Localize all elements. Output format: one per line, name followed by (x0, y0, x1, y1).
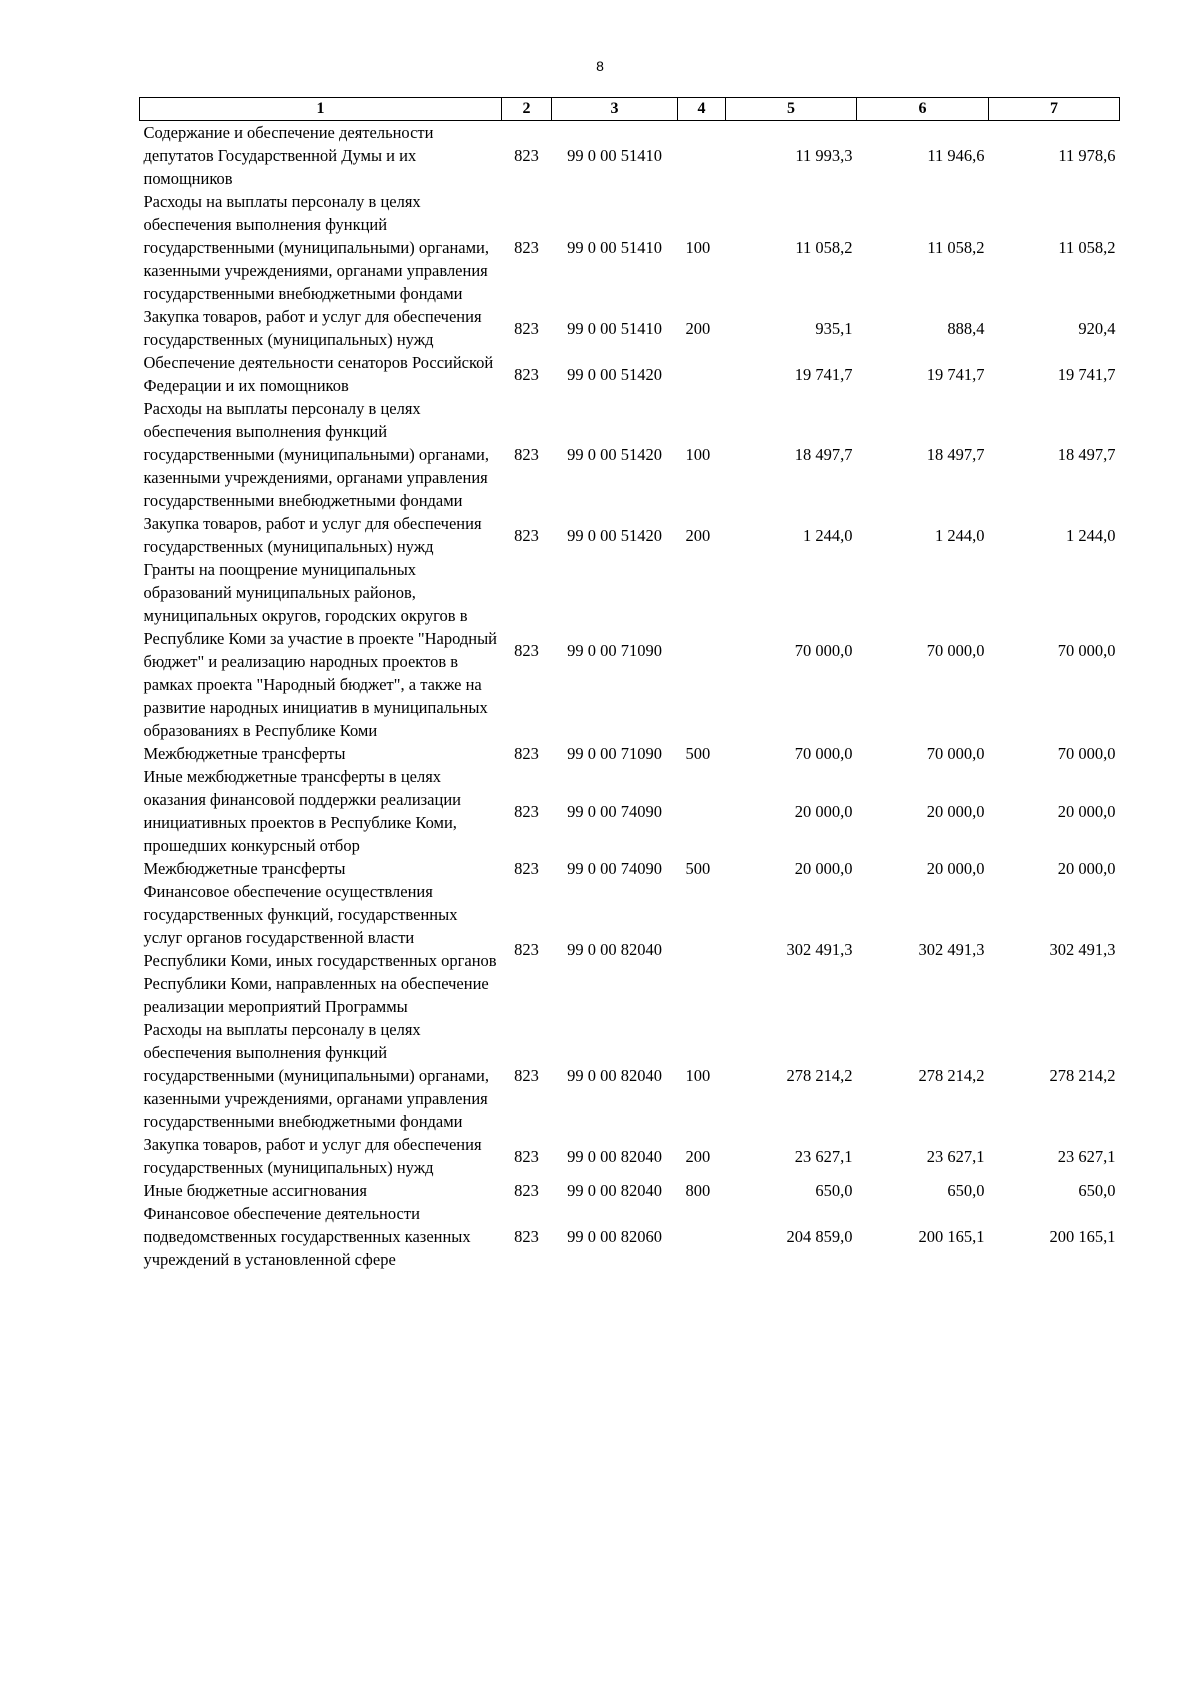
row-expense-type (678, 1202, 726, 1271)
row-value-year-1: 11 058,2 (795, 238, 853, 257)
row-target-code: 99 0 00 82040 (567, 1066, 662, 1085)
header-col-2: 2 (502, 98, 552, 121)
row-value-year-2: 20 000,0 (926, 801, 985, 821)
row-expense-type: 100 (685, 1066, 711, 1085)
row-target-code: 99 0 00 51410 (567, 146, 662, 165)
row-value-year-2: 23 627,1 (926, 1146, 985, 1166)
table-row (140, 880, 1120, 1018)
row-expense-type: 800 (685, 1181, 711, 1200)
row-value-year-3: 70 000,0 (1057, 640, 1116, 660)
row-target-code: 99 0 00 51410 (567, 318, 662, 338)
row-value-year-2: 200 165,1 (918, 1227, 985, 1246)
row-value-year-3: 650,0 (1078, 1181, 1116, 1200)
row-target-code: 99 0 00 74090 (567, 859, 662, 878)
row-target-code: 99 0 00 51410 (567, 238, 662, 257)
row-value-year-2: 1 244,0 (935, 525, 985, 545)
row-ministry-code: 823 (514, 744, 539, 763)
row-name: Содержание и обеспечение деятельности депутатов Государственной Думы и их помощников (143, 123, 434, 188)
row-name: Иные бюджетные ассигнования (143, 1181, 367, 1200)
row-value-year-2: 650,0 (947, 1181, 985, 1200)
row-expense-type: 200 (685, 318, 711, 338)
table-row (140, 765, 1120, 857)
row-value-year-2: 20 000,0 (926, 859, 985, 878)
row-name: Межбюджетные трансферты (143, 859, 346, 878)
row-value-year-2: 18 497,7 (926, 445, 985, 464)
row-ministry-code: 823 (514, 364, 539, 384)
row-ministry-code: 823 (514, 1066, 539, 1085)
row-name: Межбюджетные трансферты (143, 744, 346, 763)
row-ministry-code: 823 (514, 146, 539, 165)
row-value-year-2: 19 741,7 (926, 364, 985, 384)
row-name: Закупка товаров, работ и услуг для обеспечения государственных (муниципальных) нужд (143, 1135, 482, 1177)
row-value-year-3: 70 000,0 (1057, 744, 1116, 763)
row-value-year-3: 23 627,1 (1057, 1146, 1116, 1166)
row-ministry-code: 823 (514, 859, 539, 878)
header-col-7: 7 (989, 98, 1120, 121)
row-value-year-2: 70 000,0 (926, 640, 985, 660)
row-value-year-3: 11 978,6 (1058, 146, 1116, 165)
table-row (140, 351, 1120, 397)
table-row (140, 1179, 1120, 1202)
row-name: Обеспечение деятельности сенаторов Российской Федерации и их помощников (143, 353, 494, 395)
row-value-year-1: 278 214,2 (786, 1066, 853, 1085)
row-ministry-code: 823 (514, 445, 539, 464)
row-expense-type (678, 880, 726, 1018)
row-value-year-3: 11 058,2 (1058, 238, 1116, 257)
row-value-year-3: 302 491,3 (1049, 939, 1116, 959)
row-expense-type: 200 (685, 1146, 711, 1166)
row-value-year-1: 18 497,7 (794, 445, 853, 464)
row-target-code: 99 0 00 82040 (567, 1181, 662, 1200)
row-target-code: 99 0 00 71090 (567, 640, 662, 660)
row-name: Закупка товаров, работ и услуг для обеспечения государственных (муниципальных) нужд (143, 307, 482, 349)
page-number: 8 (596, 58, 604, 74)
table-row (140, 1202, 1120, 1271)
table-row (140, 1133, 1120, 1179)
row-value-year-3: 200 165,1 (1049, 1227, 1116, 1246)
row-ministry-code: 823 (514, 318, 539, 338)
row-name: Финансовое обеспечение осуществления государственных функций, государственных услуг органов государственной власти Республики Коми, иных государственных органов Республики Коми, направленных на обеспечение реализации мероприятий Программы (143, 882, 497, 1016)
row-target-code: 99 0 00 71090 (567, 744, 662, 763)
header-col-6: 6 (857, 98, 989, 121)
row-value-year-2: 888,4 (947, 318, 985, 338)
table-body (140, 121, 1120, 1272)
header-col-1: 1 (140, 98, 502, 121)
row-ministry-code: 823 (514, 1146, 539, 1166)
row-ministry-code: 823 (514, 640, 539, 660)
row-value-year-1: 23 627,1 (794, 1146, 853, 1166)
row-target-code: 99 0 00 51420 (567, 525, 662, 545)
row-value-year-1: 204 859,0 (786, 1227, 853, 1246)
row-target-code: 99 0 00 74090 (567, 801, 662, 821)
row-ministry-code: 823 (514, 939, 539, 959)
row-expense-type: 500 (685, 859, 711, 878)
row-value-year-1: 70 000,0 (794, 744, 853, 763)
row-name: Иные межбюджетные трансферты в целях оказания финансовой поддержки реализации инициативных проектов в Республике Коми, прошедших конкурсный отбор (143, 767, 461, 855)
header-row (140, 98, 1120, 121)
row-ministry-code: 823 (514, 1181, 539, 1200)
budget-table (139, 97, 1120, 1271)
table-row (140, 512, 1120, 558)
row-ministry-code: 823 (514, 801, 539, 821)
row-target-code: 99 0 00 82040 (567, 1146, 662, 1166)
row-expense-type: 500 (685, 744, 711, 763)
row-ministry-code: 823 (514, 238, 539, 257)
table-row (140, 857, 1120, 880)
table-row (140, 558, 1120, 742)
table-row (140, 305, 1120, 351)
row-value-year-1: 70 000,0 (794, 640, 853, 660)
row-value-year-1: 650,0 (815, 1181, 853, 1200)
table-row (140, 1018, 1120, 1133)
row-value-year-1: 1 244,0 (803, 525, 853, 545)
row-value-year-1: 302 491,3 (786, 939, 853, 959)
row-value-year-3: 920,4 (1078, 318, 1116, 338)
header-col-3: 3 (552, 98, 678, 121)
row-name: Расходы на выплаты персоналу в целях обеспечения выполнения функций государственными (муниципальными) органами, казенными учреждениями, органами управления государственными внебюджетными фондами (143, 192, 490, 303)
row-name: Закупка товаров, работ и услуг для обеспечения государственных (муниципальных) нужд (143, 514, 482, 556)
row-expense-type (678, 765, 726, 857)
row-value-year-3: 278 214,2 (1049, 1066, 1116, 1085)
header-col-4: 4 (678, 98, 726, 121)
row-target-code: 99 0 00 51420 (567, 364, 662, 384)
row-value-year-3: 19 741,7 (1057, 364, 1116, 384)
table-row (140, 397, 1120, 512)
row-expense-type: 100 (685, 445, 711, 464)
row-value-year-2: 278 214,2 (918, 1066, 985, 1085)
row-value-year-3: 20 000,0 (1057, 859, 1116, 878)
row-target-code: 99 0 00 82060 (567, 1227, 662, 1246)
table-row (140, 121, 1120, 191)
row-value-year-1: 20 000,0 (794, 801, 853, 821)
row-expense-type (678, 351, 726, 397)
row-value-year-2: 11 058,2 (927, 238, 985, 257)
row-value-year-2: 70 000,0 (926, 744, 985, 763)
row-expense-type (678, 558, 726, 742)
table-header (140, 98, 1120, 121)
row-expense-type: 200 (685, 525, 711, 545)
row-ministry-code: 823 (514, 1227, 539, 1246)
row-target-code: 99 0 00 51420 (567, 445, 662, 464)
row-target-code: 99 0 00 82040 (567, 939, 662, 959)
row-value-year-1: 11 993,3 (795, 146, 853, 165)
row-value-year-1: 19 741,7 (794, 364, 853, 384)
row-name: Гранты на поощрение муниципальных образований муниципальных районов, муниципальных округов, городских округов в Республике Коми за участие в проекте "Народный бюджет" и реализацию народных проектов в рамках проекта "Народный бюджет", а также на развитие народных инициатив в муниципальных образованиях в Республике Коми (143, 560, 498, 740)
row-value-year-3: 1 244,0 (1066, 525, 1116, 545)
row-name: Финансовое обеспечение деятельности подведомственных государственных казенных учреждений в установленной сфере (143, 1204, 471, 1269)
row-ministry-code: 823 (514, 525, 539, 545)
row-name: Расходы на выплаты персоналу в целях обеспечения выполнения функций государственными (муниципальными) органами, казенными учреждениями, органами управления государственными внебюджетными фондами (143, 1020, 490, 1131)
header-col-5: 5 (726, 98, 857, 121)
table-row (140, 190, 1120, 305)
row-expense-type (678, 121, 726, 191)
row-value-year-3: 20 000,0 (1057, 801, 1116, 821)
table-row (140, 742, 1120, 765)
row-value-year-1: 935,1 (815, 318, 853, 338)
row-name: Расходы на выплаты персоналу в целях обеспечения выполнения функций государственными (муниципальными) органами, казенными учреждениями, органами управления государственными внебюджетными фондами (143, 399, 490, 510)
row-expense-type: 100 (685, 238, 711, 257)
row-value-year-2: 302 491,3 (918, 939, 985, 959)
row-value-year-3: 18 497,7 (1057, 445, 1116, 464)
row-value-year-1: 20 000,0 (794, 859, 853, 878)
row-value-year-2: 11 946,6 (927, 146, 985, 165)
